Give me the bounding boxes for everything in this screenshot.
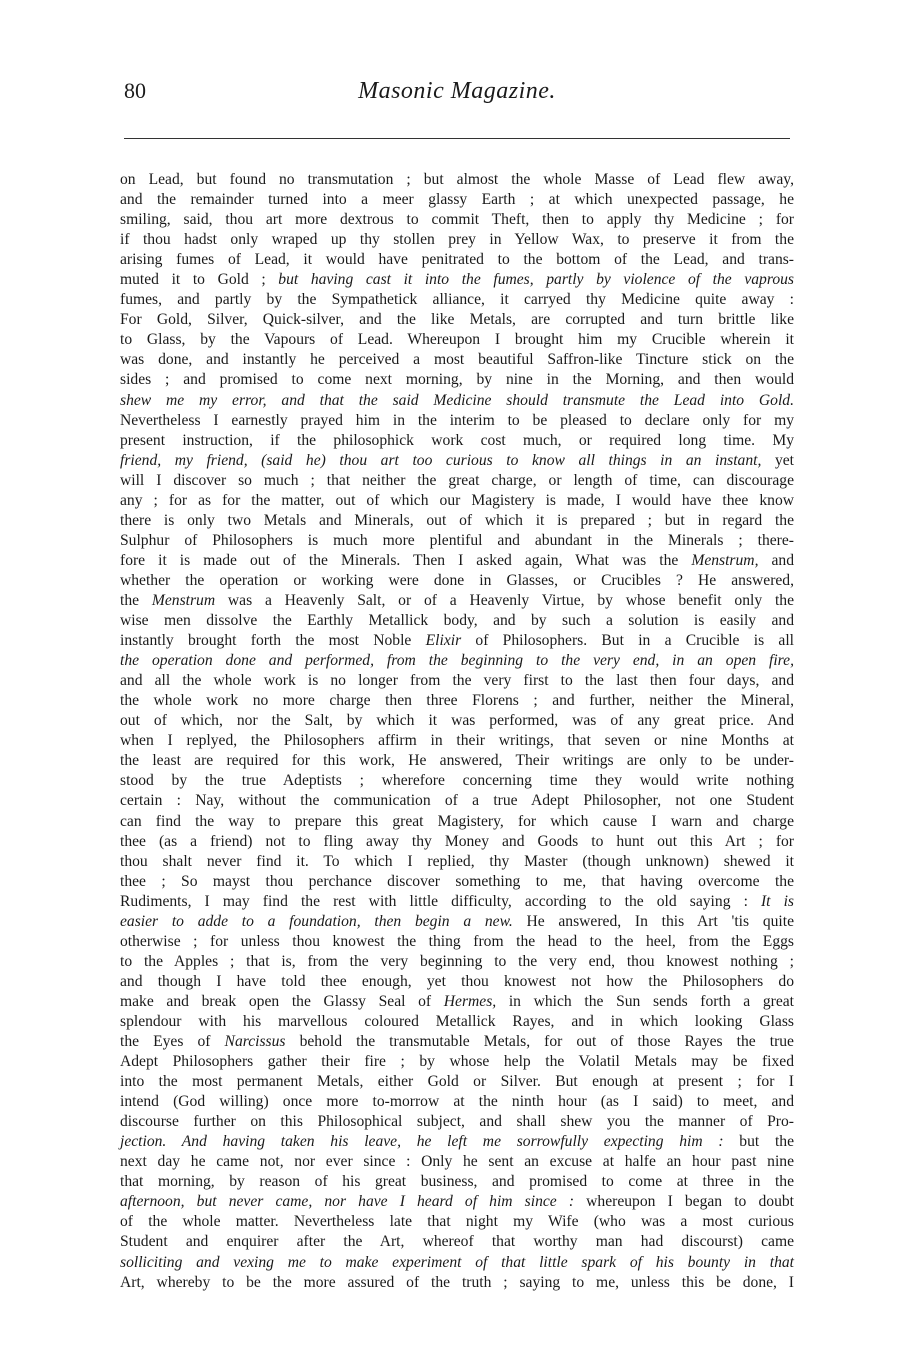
text-line xyxy=(120,1232,794,1252)
text-segment: intend (God willing) once more to-morrow at the ninth hour (as I said) to meet, and xyxy=(120,1093,794,1111)
text-line xyxy=(120,330,794,350)
italic-text: the operation done and performed, from the beginning to the very end, in an open fire, xyxy=(120,652,794,670)
text-line xyxy=(120,1273,794,1293)
text-line xyxy=(120,791,794,811)
text-segment: into the most permanent Metals, either Gold or Silver. But enough at present ; for I xyxy=(120,1073,794,1091)
text-segment: Sulphur of Philosophers is much more plentiful and abundant in the Minerals ; there- xyxy=(120,531,794,549)
text-segment: will I discover so much ; that neither the great charge, or length of time, can discourage xyxy=(120,471,794,489)
text-line xyxy=(120,210,794,230)
text-line xyxy=(120,451,794,471)
text-line xyxy=(120,1152,794,1172)
text-line xyxy=(120,1052,794,1072)
text-line xyxy=(120,852,794,872)
text-segment: discourse further on this Philosophical subject, and shall shew you the manner of Pro- xyxy=(120,1113,794,1131)
text-segment: Art, whereby to be the more assured of the truth ; saying to me, unless this be done, I xyxy=(120,1273,794,1291)
text-segment: thee (as a friend) not to fling away thy Money and Goods to hunt out this Art ; for xyxy=(120,832,794,850)
text-segment: and xyxy=(758,551,794,569)
text-line xyxy=(120,832,794,852)
text-line xyxy=(120,1012,794,1032)
text-segment: there is only two Metals and Minerals, out of which it is prepared ; but in regard the xyxy=(120,511,794,529)
text-segment: was done, and instantly he perceived a most beautiful Saffron-like Tincture stick on the xyxy=(120,351,794,369)
text-line xyxy=(120,170,794,190)
header-rule xyxy=(124,138,790,139)
text-segment: Rudiments, I may find the rest with little difficulty, according to the old saying : xyxy=(120,892,761,910)
text-line xyxy=(120,631,794,651)
text-line xyxy=(120,290,794,310)
italic-text: Narcissus xyxy=(224,1033,286,1051)
text-line xyxy=(120,1112,794,1132)
text-segment: fore it is made out of the Minerals. Then I asked again, What was the xyxy=(120,551,692,569)
text-line xyxy=(120,411,794,431)
text-segment: to the Apples ; that is, from the very beginning to the very end, thou knowest nothing ; xyxy=(120,952,794,970)
text-line xyxy=(120,892,794,912)
text-line xyxy=(120,611,794,631)
text-segment: yet xyxy=(761,451,795,469)
text-segment: muted it to Gold ; xyxy=(120,271,279,289)
text-segment: arising fumes of Lead, it would have penitrated to the bottom of the Lead, and trans- xyxy=(120,251,794,269)
text-segment: Student and enquirer after the Art, whereof that worthy man had discourst) came xyxy=(120,1233,794,1251)
text-segment: fumes, and partly by the Sympathetick alliance, it carryed thy Medicine quite away : xyxy=(120,291,794,309)
text-line xyxy=(120,270,794,290)
text-segment: the whole work no more charge then three Florens ; and further, neither the Mineral, xyxy=(120,692,794,710)
text-line xyxy=(120,391,794,411)
text-segment: out of which, nor the Salt, by which it was performed, was of any great price. And xyxy=(120,712,794,730)
italic-text: Elixir xyxy=(425,632,462,650)
text-segment: of Philosophers. But in a Crucible is all xyxy=(461,632,794,650)
text-line xyxy=(120,711,794,731)
text-segment: Nevertheless I earnestly prayed him in the interim to be pleased to declare only for my xyxy=(120,411,794,429)
italic-text: solliciting and vexing me to make experiment of that little spark of his bounty in that xyxy=(120,1253,794,1271)
text-segment: certain : Nay, without the communication of a true Adept Philosopher, not one Student xyxy=(120,792,794,810)
text-segment: For Gold, Silver, Quick-silver, and the like Metals, are corrupted and turn brittle like xyxy=(120,311,794,329)
text-segment: He answered, In this Art 'tis quite xyxy=(512,912,794,930)
text-line xyxy=(120,230,794,250)
text-line xyxy=(120,1072,794,1092)
text-segment: smiling, said, thou art more dextrous to commit Theft, then to apply thy Medicine ; for xyxy=(120,211,794,229)
text-line xyxy=(120,1192,794,1212)
text-line xyxy=(120,751,794,771)
text-line xyxy=(120,952,794,972)
text-segment: and all the whole work is no longer from the very first to the last then four days, and xyxy=(120,672,794,690)
text-segment: to Glass, by the Vapours of Lead. Whereupon I brought him my Crucible wherein it xyxy=(120,331,794,349)
text-line xyxy=(120,511,794,531)
text-line xyxy=(120,731,794,751)
text-line xyxy=(120,571,794,591)
text-segment: on Lead, but found no transmutation ; but almost the whole Masse of Lead flew away, xyxy=(120,171,794,188)
text-segment: the Eyes of xyxy=(120,1033,225,1051)
text-segment: splendour with his marvellous coloured Metallick Rayes, and in which looking Glass xyxy=(120,1012,794,1030)
text-segment: the least are required for this work, He answered, Their writings are only to be under- xyxy=(120,752,794,770)
text-segment: thee ; So mayst thou perchance discover something to me, that having overcome the xyxy=(120,872,794,890)
text-segment: when I replyed, the Philosophers affirm in their writings, that seven or nine Months at xyxy=(120,732,794,750)
text-segment: the xyxy=(120,591,152,609)
text-segment: thou shalt never find it. To which I replied, thy Master (though unknown) shewed it xyxy=(120,852,794,870)
italic-text: Menstrum xyxy=(151,591,216,609)
text-segment: any ; for as for the matter, out of which our Magistery is made, I would have thee know xyxy=(120,491,794,509)
running-title: Masonic Magazine. xyxy=(358,78,556,104)
text-segment: and the remainder turned into a meer glassy Earth ; at which unexpected passage, he xyxy=(120,191,794,209)
text-segment: can find the way to prepare this great Magistery, for which cause I warn and charge xyxy=(120,812,794,830)
text-line xyxy=(120,812,794,832)
text-segment: stood by the true Adeptists ; wherefore concerning time they would write nothing xyxy=(120,772,794,790)
text-line xyxy=(120,491,794,511)
text-line xyxy=(120,551,794,571)
text-segment: if thou hadst only wraped up thy stollen prey in Yellow Wax, to preserve it from the xyxy=(120,231,794,249)
text-segment: otherwise ; for unless thou knowest the thing from the head to the heel, from the Eggs xyxy=(120,932,794,950)
text-line xyxy=(120,531,794,551)
italic-text: friend, my friend, (said he) thou art too curious to know all things in an instant, xyxy=(120,451,762,469)
italic-text: afternoon, but never came, nor have I heard of him since : xyxy=(120,1193,575,1211)
italic-text: It is xyxy=(760,892,794,910)
text-line xyxy=(120,250,794,270)
text-segment: whereupon I began to doubt xyxy=(574,1193,794,1211)
text-segment: in which the Sun sends forth a great xyxy=(496,992,795,1010)
text-line xyxy=(120,370,794,390)
text-segment: was a Heavenly Salt, or of a Heavenly Virtue, by whose benefit only the xyxy=(215,591,795,609)
text-line xyxy=(120,771,794,791)
text-segment: and though I have told thee enough, yet thou knowest not how the Philosophers do xyxy=(120,972,794,990)
text-segment: next day he came not, nor ever since : Only he sent an excuse at halfe an hour past nine xyxy=(120,1153,794,1171)
italic-text: Hermes, xyxy=(443,992,497,1010)
italic-text: jection. And having taken his leave, he left me sorrowfully expecting him : xyxy=(120,1133,724,1151)
text-line xyxy=(120,691,794,711)
text-segment: whether the operation or working were done in Glasses, or Crucibles ? He answered, xyxy=(120,571,794,589)
text-line xyxy=(120,872,794,892)
text-segment: sides ; and promised to come next morning, by nine in the Morning, and then would xyxy=(120,371,794,389)
text-line xyxy=(120,972,794,992)
text-line xyxy=(120,912,794,932)
italic-text: Menstrum, xyxy=(691,551,759,569)
text-line xyxy=(120,671,794,691)
text-segment: of the whole matter. Nevertheless late that night my Wife (who was a most curious xyxy=(120,1213,794,1231)
text-line xyxy=(120,932,794,952)
text-segment: wise men dissolve the Earthly Metallick body, and by such a solution is easily and xyxy=(120,612,794,630)
text-line xyxy=(120,190,794,210)
text-line xyxy=(120,1032,794,1052)
text-line xyxy=(120,310,794,330)
page-number: 80 xyxy=(124,78,146,103)
page-header xyxy=(124,78,790,118)
text-segment: that morning, by reason of his great business, and promised to come at three in the xyxy=(120,1173,794,1191)
text-segment: but the xyxy=(723,1133,794,1151)
text-line xyxy=(120,1253,794,1273)
text-segment: instantly brought forth the most Noble xyxy=(120,632,426,650)
text-segment: make and break open the Glassy Seal of xyxy=(120,992,444,1010)
body-text xyxy=(120,170,794,1293)
text-line xyxy=(120,1092,794,1112)
text-line xyxy=(120,350,794,370)
italic-text: easier to adde to a foundation, then begin a new. xyxy=(120,912,513,930)
italic-text: but having cast it into the fumes, partly by violence of the vaprous xyxy=(278,271,794,289)
text-line xyxy=(120,1172,794,1192)
text-line xyxy=(120,591,794,611)
text-line xyxy=(120,1132,794,1152)
text-line xyxy=(120,431,794,451)
text-segment: behold the transmutable Metals, for out of those Rayes the true xyxy=(285,1033,794,1051)
text-line xyxy=(120,992,794,1012)
text-line xyxy=(120,651,794,671)
text-line xyxy=(120,471,794,491)
text-segment: Adept Philosophers gather their fire ; by whose help the Volatil Metals may be fixed xyxy=(120,1053,794,1071)
text-line xyxy=(120,1212,794,1232)
text-segment: present instruction, if the philosophick work cost much, or required long time. My xyxy=(120,431,794,449)
italic-text: shew me my error, and that the said Medicine should transmute the Lead into Gold. xyxy=(120,391,794,409)
